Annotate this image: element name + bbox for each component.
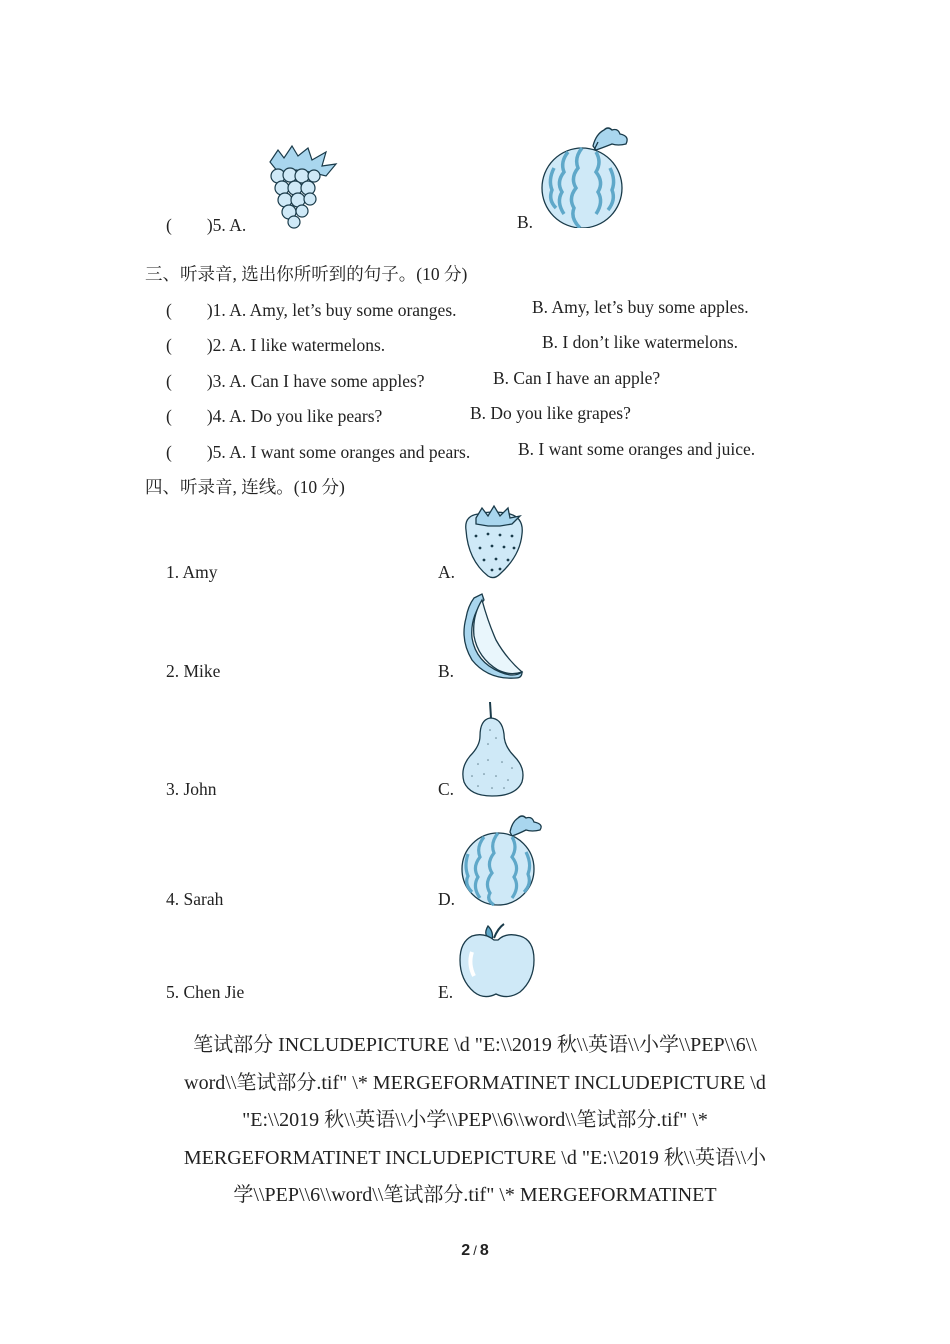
banana-icon xyxy=(460,592,526,680)
page-total: 8 xyxy=(479,1242,489,1259)
page-number xyxy=(0,1242,950,1260)
field-code-line: "E:\\2019 秋\\英语\\小学\\PEP\\6\\word\\笔试部分.tif" \* xyxy=(242,1109,708,1131)
s3-item2-option-b: B. I don’t like watermelons. xyxy=(542,332,739,352)
s3-item4-option-a: ( )4. A. Do you like pears? xyxy=(166,406,383,426)
field-code-line: 学\\PEP\\6\\word\\笔试部分.tif" \* MERGEFORMATINET xyxy=(233,1184,717,1206)
s3-item3-option-b: B. Can I have an apple? xyxy=(493,368,661,388)
grapes-icon xyxy=(256,142,340,230)
s4-name-sarah: 4. Sarah xyxy=(166,889,224,909)
q5-blank-label: ( )5. A. xyxy=(166,215,247,235)
apple-icon xyxy=(458,922,538,1000)
s3-item3-option-a: ( )3. A. Can I have some apples? xyxy=(166,371,425,391)
s3-item4-option-b: B. Do you like grapes? xyxy=(470,403,631,423)
section3-heading: 三、听录音, 选出你所听到的句子。(10 分) xyxy=(145,264,468,284)
s3-item2-option-a: ( )2. A. I like watermelons. xyxy=(166,335,386,355)
section4-heading: 四、听录音, 连线。(10 分) xyxy=(145,477,345,497)
watermelon-icon xyxy=(460,812,548,906)
q5-option-b-label: B. xyxy=(517,212,534,232)
s3-item1-option-b: B. Amy, let’s buy some apples. xyxy=(532,297,749,317)
s3-item1-option-a: ( )1. A. Amy, let’s buy some oranges. xyxy=(166,300,457,320)
field-code-line: 笔试部分 INCLUDEPICTURE \d "E:\\2019 秋\\英语\\小学\\PEP\\6\\ xyxy=(193,1034,757,1056)
strawberry-icon xyxy=(460,504,528,580)
s3-item5-option-b: B. I want some oranges and juice. xyxy=(518,439,756,459)
s4-letter-b: B. xyxy=(438,661,455,681)
s4-name-mike: 2. Mike xyxy=(166,661,221,681)
s4-letter-e: E. xyxy=(438,982,454,1002)
field-code-line: word\\笔试部分.tif" \* MERGEFORMATINET INCLUDEPICTURE \d xyxy=(184,1071,766,1094)
field-code-line: MERGEFORMATINET INCLUDEPICTURE \d "E:\\2019 秋\\英语\\小 xyxy=(183,1146,767,1169)
s4-name-chen-jie: 5. Chen Jie xyxy=(166,982,245,1002)
s4-name-john: 3. John xyxy=(166,779,217,799)
watermelon-icon xyxy=(538,124,634,228)
s4-letter-d: D. xyxy=(438,889,456,909)
s4-letter-a: A. xyxy=(438,562,456,582)
s3-item5-option-a: ( )5. A. I want some oranges and pears. xyxy=(166,442,471,462)
page-separator: / xyxy=(473,1243,477,1258)
s4-name-amy: 1. Amy xyxy=(166,562,218,582)
s4-letter-c: C. xyxy=(438,779,455,799)
pear-icon xyxy=(458,702,526,798)
field-code-text xyxy=(140,1027,810,1215)
page-current: 2 xyxy=(461,1242,471,1259)
